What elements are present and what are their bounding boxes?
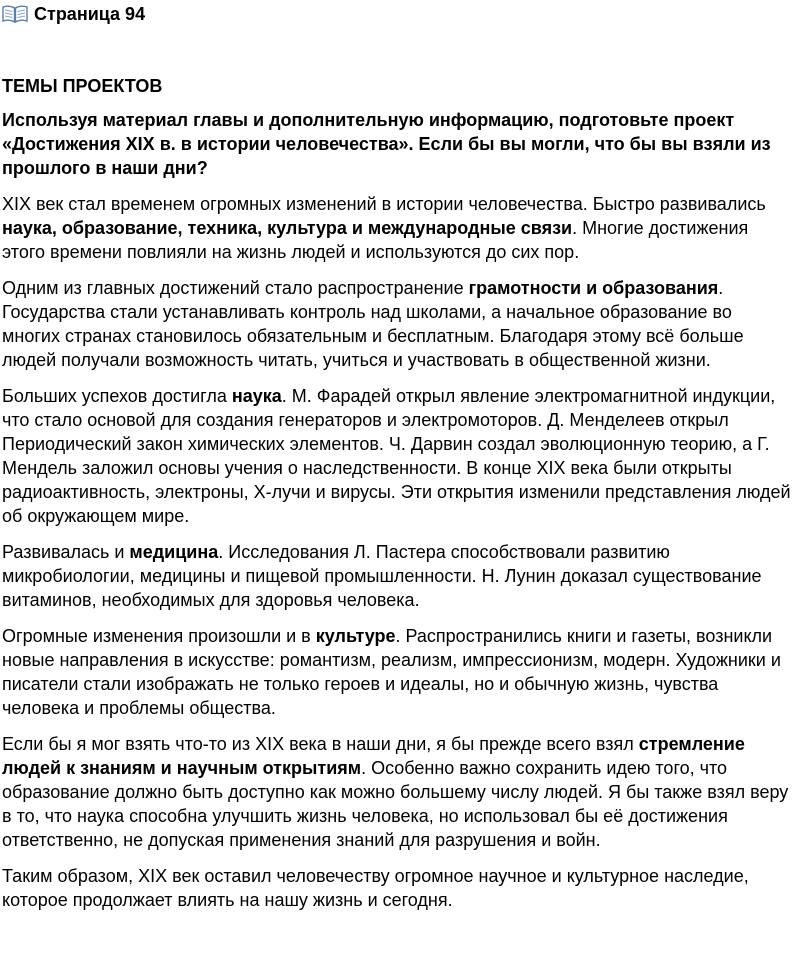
paragraph-text: XIX век стал временем огромных изменений в истории человечества. Быстро развивались	[2, 194, 766, 214]
paragraph-text: Одним из главных достижений стало распространение	[2, 278, 469, 298]
paragraph-text: Таким образом, XIX век оставил человечеству огромное научное и культурное наследие, которое продолжает влиять на нашу жизнь и сегодня.	[2, 866, 749, 910]
paragraph-5	[2, 624, 792, 720]
open-book-icon	[2, 4, 28, 24]
page-title: Страница 94	[34, 3, 146, 24]
paragraph-3	[2, 384, 792, 528]
paragraph-text: Больших успехов достигла	[2, 386, 232, 406]
paragraph-emphasis: культуре	[315, 626, 396, 646]
paragraph-text: Развивалась и	[2, 542, 130, 562]
paragraph-6	[2, 732, 792, 852]
paragraph-text: . Государства стали устанавливать контроль над школами, а начальное образование во многих странах становилось обязательным и бесплатным. Благодаря этому всё больше людей получали возможность читать, учиться и участвовать в общественной жизни.	[2, 278, 744, 370]
paragraph-emphasis: наука, образование, техника, культура и международные связи	[2, 218, 573, 238]
paragraph-2	[2, 276, 792, 372]
paragraph-text: . Особенно важно сохранить идею того, что образование должно быть доступно как можно большему числу людей. Я бы также взял веру в то, что наука способна улучшить жизнь человека, но использовал бы её достижения ответственно, не допуская применения знаний для разрушения и войн.	[2, 758, 789, 850]
paragraph-7	[2, 864, 792, 912]
paragraph-text: Если бы я мог взять что-то из XIX века в наши дни, я бы прежде всего взял	[2, 734, 639, 754]
paragraph-emphasis: медицина	[129, 542, 219, 562]
paragraph-text: Огромные изменения произошли и в	[2, 626, 316, 646]
paragraph-text: . Исследования Л. Пастера способствовали развитию микробиологии, медицины и пищевой промышленности. Н. Лунин доказал существование витаминов, необходимых для здоровья человека.	[2, 542, 762, 610]
paragraph-emphasis: грамотности и образования	[468, 278, 719, 298]
paragraph-text: . Распространились книги и газеты, возникли новые направления в искусстве: романтизм, реализм, импрессионизм, модерн. Художники и писатели стали изображать не только героев и идеалы, но и обычную жизнь, чувства человека и проблемы общества.	[2, 626, 781, 718]
paragraph-text: . Многие достижения этого времени повлияли на жизнь людей и используются до сих пор.	[2, 218, 749, 262]
paragraph-1	[2, 192, 792, 264]
paragraph-emphasis: наука	[231, 386, 282, 406]
section-title: ТЕМЫ ПРОЕКТОВ	[2, 76, 163, 96]
task-text: Используя материал главы и дополнительную информацию, подготовьте проект «Достижения XIX в. в истории человечества». Если бы вы могли, что бы вы взяли из прошлого в наши дни?	[2, 110, 771, 178]
paragraph-emphasis: стремление людей к знаниям и научным открытиям	[2, 734, 745, 778]
paragraph-4	[2, 540, 792, 612]
page-header	[2, 0, 792, 28]
paragraph-text: . М. Фарадей открыл явление электромагнитной индукции, что стало основой для создания генераторов и электромоторов. Д. Менделеев открыл Периодический закон химических элементов. Ч. Дарвин создал эволюционную теорию, а Г. Мендель заложил основы учения о наследственности. В конце XIX века были открыты радиоактивность, электроны, X-лучи и вирусы. Эти открытия изменили представления людей об окружающем мире.	[2, 386, 791, 526]
